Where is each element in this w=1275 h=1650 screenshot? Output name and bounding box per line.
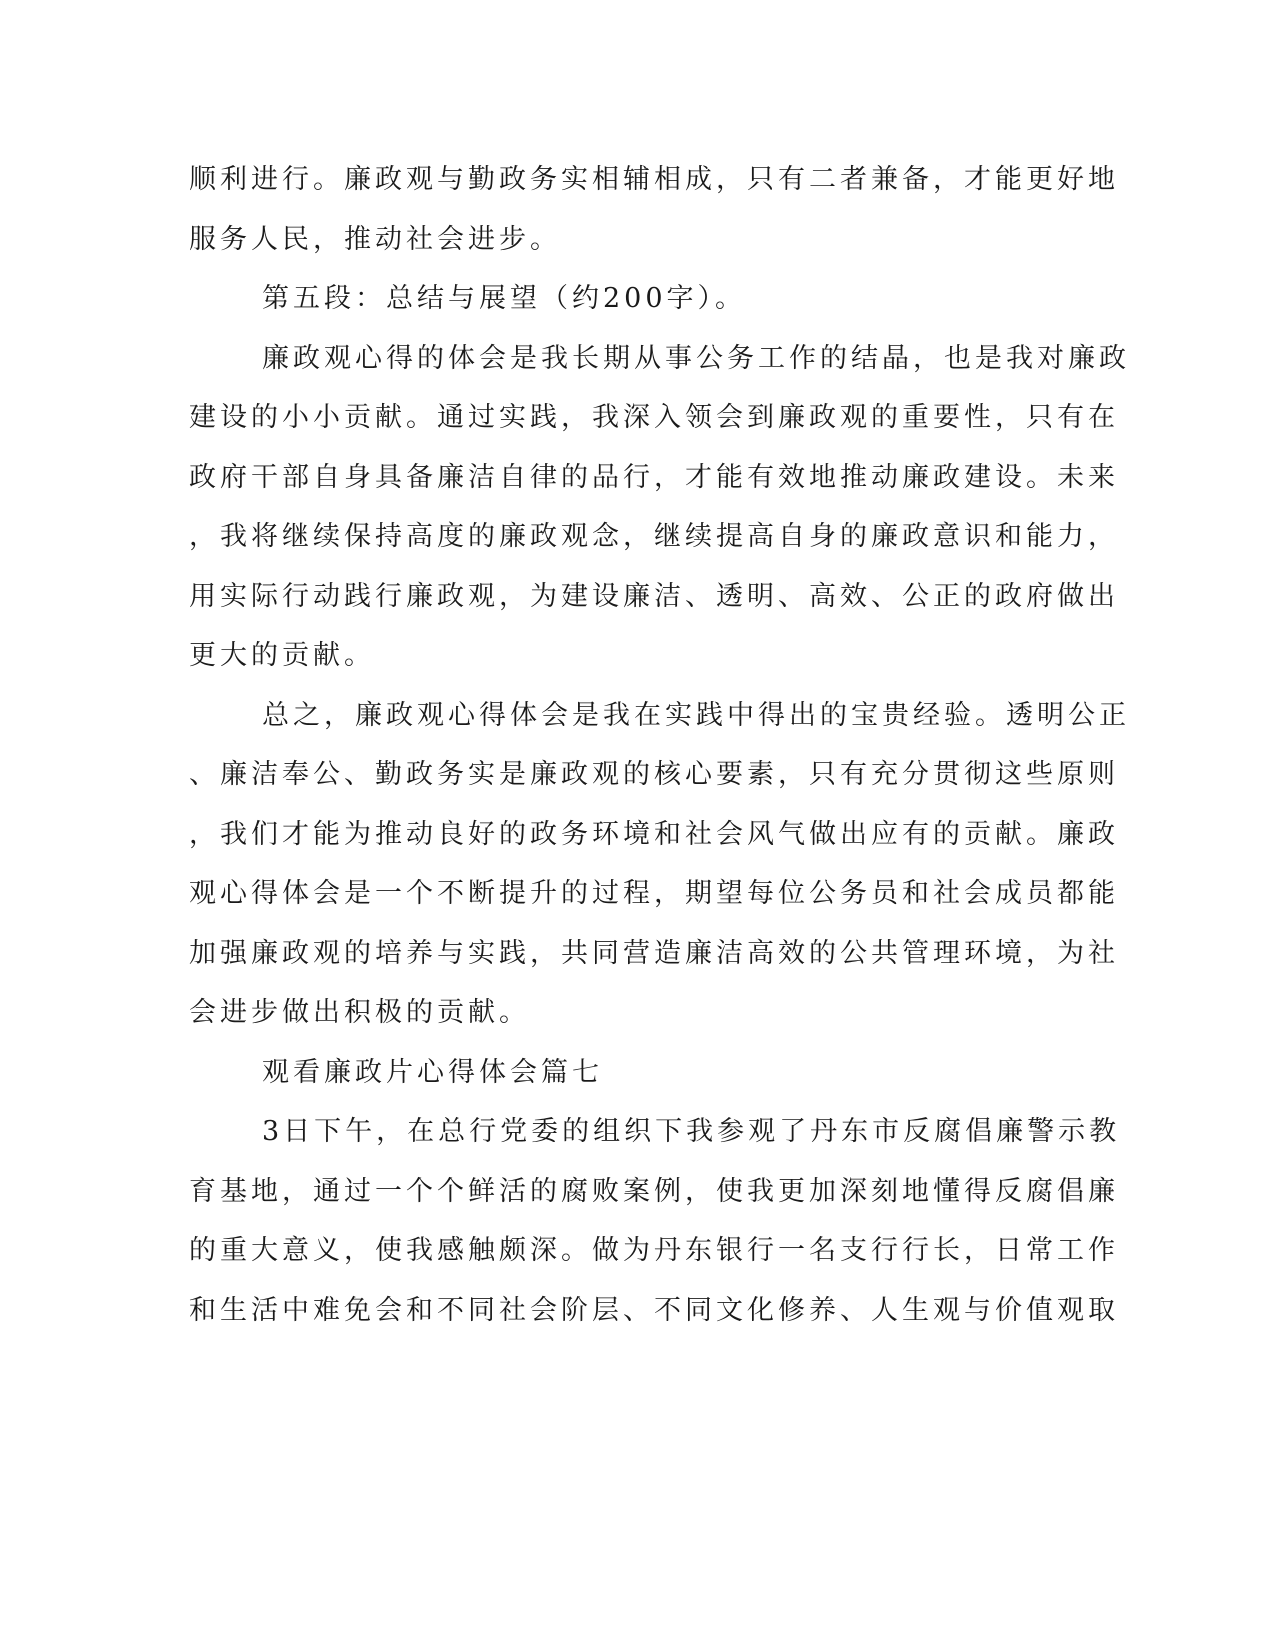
section-heading: 第五段：总结与展望（约200字）。 — [262, 283, 747, 314]
text-line: 3日下午，在总行党委的组织下我参观了丹东市反腐倡廉警示教 — [262, 1116, 1121, 1147]
text-line: 政府干部自身具备廉洁自律的品行，才能有效地推动廉政建设。未来 — [189, 462, 1119, 493]
text-line: 、廉洁奉公、勤政务实是廉政观的核心要素，只有充分贯彻这些原则 — [189, 759, 1119, 790]
text-line: 服务人民，推动社会进步。 — [189, 224, 561, 255]
text-line: 观心得体会是一个不断提升的过程，期望每位公务员和社会成员都能 — [189, 878, 1119, 909]
text-line: 加强廉政观的培养与实践，共同营造廉洁高效的公共管理环境，为社 — [189, 938, 1119, 969]
text-line: 和生活中难免会和不同社会阶层、不同文化修养、人生观与价值观取 — [189, 1295, 1119, 1326]
text-line: 的重大意义，使我感触颇深。做为丹东银行一名支行行长，日常工作 — [189, 1235, 1119, 1266]
text-line: 总之，廉政观心得体会是我在实践中得出的宝贵经验。透明公正 — [262, 700, 1130, 731]
text-line: 会进步做出积极的贡献。 — [189, 997, 530, 1028]
text-line: 育基地，通过一个个鲜活的腐败案例，使我更加深刻地懂得反腐倡廉 — [189, 1176, 1119, 1207]
text-line: 建设的小小贡献。通过实践，我深入领会到廉政观的重要性，只有在 — [189, 402, 1119, 433]
text-line: 更大的贡献。 — [189, 640, 375, 671]
text-line: 用实际行动践行廉政观，为建设廉洁、透明、高效、公正的政府做出 — [189, 581, 1119, 612]
text-line: 廉政观心得的体会是我长期从事公务工作的结晶，也是我对廉政 — [262, 343, 1130, 374]
text-line: 顺利进行。廉政观与勤政务实相辅相成，只有二者兼备，才能更好地 — [189, 164, 1119, 195]
text-line: ，我将继续保持高度的廉政观念，继续提高自身的廉政意识和能力， — [189, 521, 1119, 552]
text-line: ，我们才能为推动良好的政务环境和社会风气做出应有的贡献。廉政 — [189, 819, 1119, 850]
section-heading: 观看廉政片心得体会篇七 — [262, 1057, 603, 1088]
